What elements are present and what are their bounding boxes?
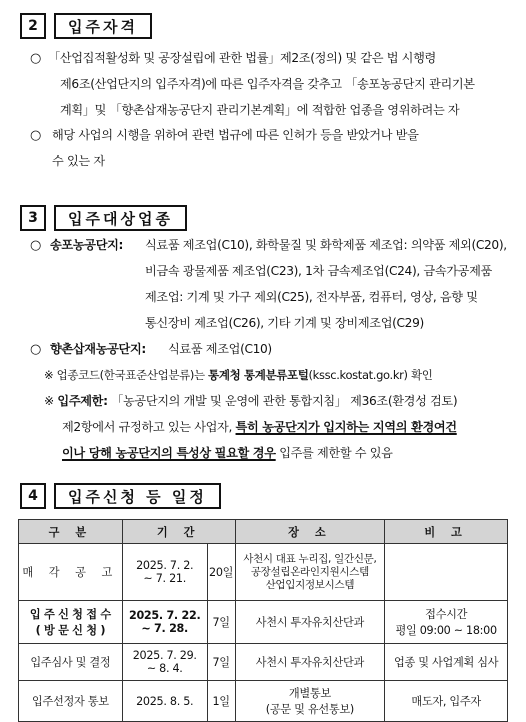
cell-place: 개별통보 (공문 및 유선통보) — [235, 681, 385, 722]
section-title: 입주대상업종 — [54, 205, 187, 231]
note-text-pre: 업종코드(한국표준산업분류)는 — [56, 368, 209, 382]
cell-place: 사천시 투자유치산단과 — [235, 644, 385, 681]
songpo-line-3: 제조업: 기계 및 가구 제외(C25), 전자부품, 컴퓨터, 영상, 음향 및 — [145, 290, 478, 304]
qualification-item-2-line-2: 수 있는 자 — [52, 154, 105, 168]
restriction-line-3-bold: 이나 당해 농공단지의 특성상 필요할 경우 — [62, 446, 276, 460]
cell-days: 7일 — [207, 601, 235, 644]
cell-period: 2025. 7. 2. ~ 7. 21. — [122, 544, 207, 601]
section-title: 입주자격 — [54, 13, 152, 39]
cell-note: 접수시간 평일 09:00 ~ 18:00 — [385, 601, 508, 644]
cell-category: 입주심사 및 결정 — [19, 644, 123, 681]
cell-category: 입주선정자 통보 — [19, 681, 123, 722]
note-restriction-line-1 — [44, 388, 457, 414]
qualification-item-1-line-3: 계획」및 「향촌삽재농공단지 관리기본계획」에 적합한 업종을 영위하려는 자 — [60, 103, 460, 117]
hyangchon-text: 식료품 제조업(C10) — [168, 342, 272, 356]
restriction-label: 입주제한: — [57, 394, 108, 408]
cell-note: 업종 및 사업계획 심사 — [385, 644, 508, 681]
qualification-item-2-line-1: 해당 사업의 시행을 위하여 관련 법규에 따른 인허가 등을 받았거나 받을 — [52, 128, 419, 142]
qualification-item-1-line-1: 「산업집적활성화 및 공장설립에 관한 법률」제2조(정의) 및 같은 법 시행령 — [48, 51, 436, 65]
cell-days: 20일 — [207, 544, 235, 601]
note-text-post: (kssc.kostat.go.kr) 확인 — [308, 368, 433, 382]
cell-note: 매도자, 입주자 — [385, 681, 508, 722]
restriction-line-2-bold: 특히 농공단지가 입지하는 지역의 환경여건 — [235, 420, 457, 434]
cell-place: 사천시 투자유치산단과 — [235, 601, 385, 644]
cell-note — [385, 544, 508, 601]
section-number: 4 — [20, 483, 46, 509]
cell-category: 입 주 신 청 접 수 ( 방 문 신 청 ) — [19, 601, 123, 644]
note-restriction-line-2 — [62, 414, 457, 440]
note-mark: ※ — [44, 368, 54, 382]
note-mark: ※ — [44, 394, 54, 408]
table-row — [19, 644, 508, 681]
songpo-line-4: 통신장비 제조업(C26), 기타 기계 및 장비제조업(C29) — [145, 316, 424, 330]
header-place: 장 소 — [235, 520, 385, 544]
section-number: 3 — [20, 205, 46, 231]
header-note: 비 고 — [385, 520, 508, 544]
header-period: 기 간 — [122, 520, 235, 544]
songpo-line-2: 비금속 광물제품 제조업(C23), 1차 금속제조업(C24), 금속가공제품 — [145, 264, 492, 278]
circle-bullet-icon: ○ — [30, 342, 42, 357]
qualification-item-1-line-2: 제6조(산업단지의 입주자격)에 따른 입주자격을 갖추고 「송포농공단지 관리기본 — [60, 77, 475, 91]
cell-period: 2025. 7. 29. ~ 8. 4. — [122, 644, 207, 681]
schedule-table — [18, 519, 508, 722]
section-title: 입주신청 등 일정 — [54, 483, 221, 509]
restriction-line-1-text: 「농공단지의 개발 및 운영에 관한 통합지침」 제36조(환경성 검토) — [107, 394, 458, 408]
section-number: 2 — [20, 13, 46, 39]
cell-days: 7일 — [207, 644, 235, 681]
cell-place: 사천시 대표 누리집, 일간신문, 공장설립온라인지원시스템 산업입지정보시스템 — [235, 544, 385, 601]
circle-bullet-icon: ○ — [30, 51, 42, 66]
note-text-bold: 통계청 통계분류포털 — [208, 368, 309, 382]
cell-period: 2025. 7. 22. ~ 7. 28. — [122, 601, 207, 644]
songpo-line-1: 식료품 제조업(C10), 화학물질 및 화학제품 제조업: 의약품 제외(C20), — [145, 238, 507, 252]
restriction-line-2-pre: 제2항에서 규정하고 있는 사업자, — [62, 420, 236, 434]
cell-category: 매 각 공 고 — [19, 544, 123, 601]
table-row — [19, 601, 508, 644]
circle-bullet-icon: ○ — [30, 128, 42, 143]
cell-days: 1일 — [207, 681, 235, 722]
cell-period: 2025. 8. 5. — [122, 681, 207, 722]
songpo-label: 송포농공단지: — [50, 238, 124, 252]
section-header-industries — [20, 205, 187, 231]
header-category: 구 분 — [19, 520, 123, 544]
section-header-qualification — [20, 13, 152, 39]
table-row — [19, 681, 508, 722]
table-header-row — [19, 520, 508, 544]
section-header-schedule — [20, 483, 221, 509]
note-restriction-line-3 — [62, 440, 393, 466]
hyangchon-label: 향촌삽재농공단지: — [50, 342, 146, 356]
circle-bullet-icon: ○ — [30, 238, 42, 253]
note-industry-code — [44, 362, 433, 388]
restriction-line-3-post: 입주를 제한할 수 있음 — [275, 446, 393, 460]
table-row — [19, 544, 508, 601]
